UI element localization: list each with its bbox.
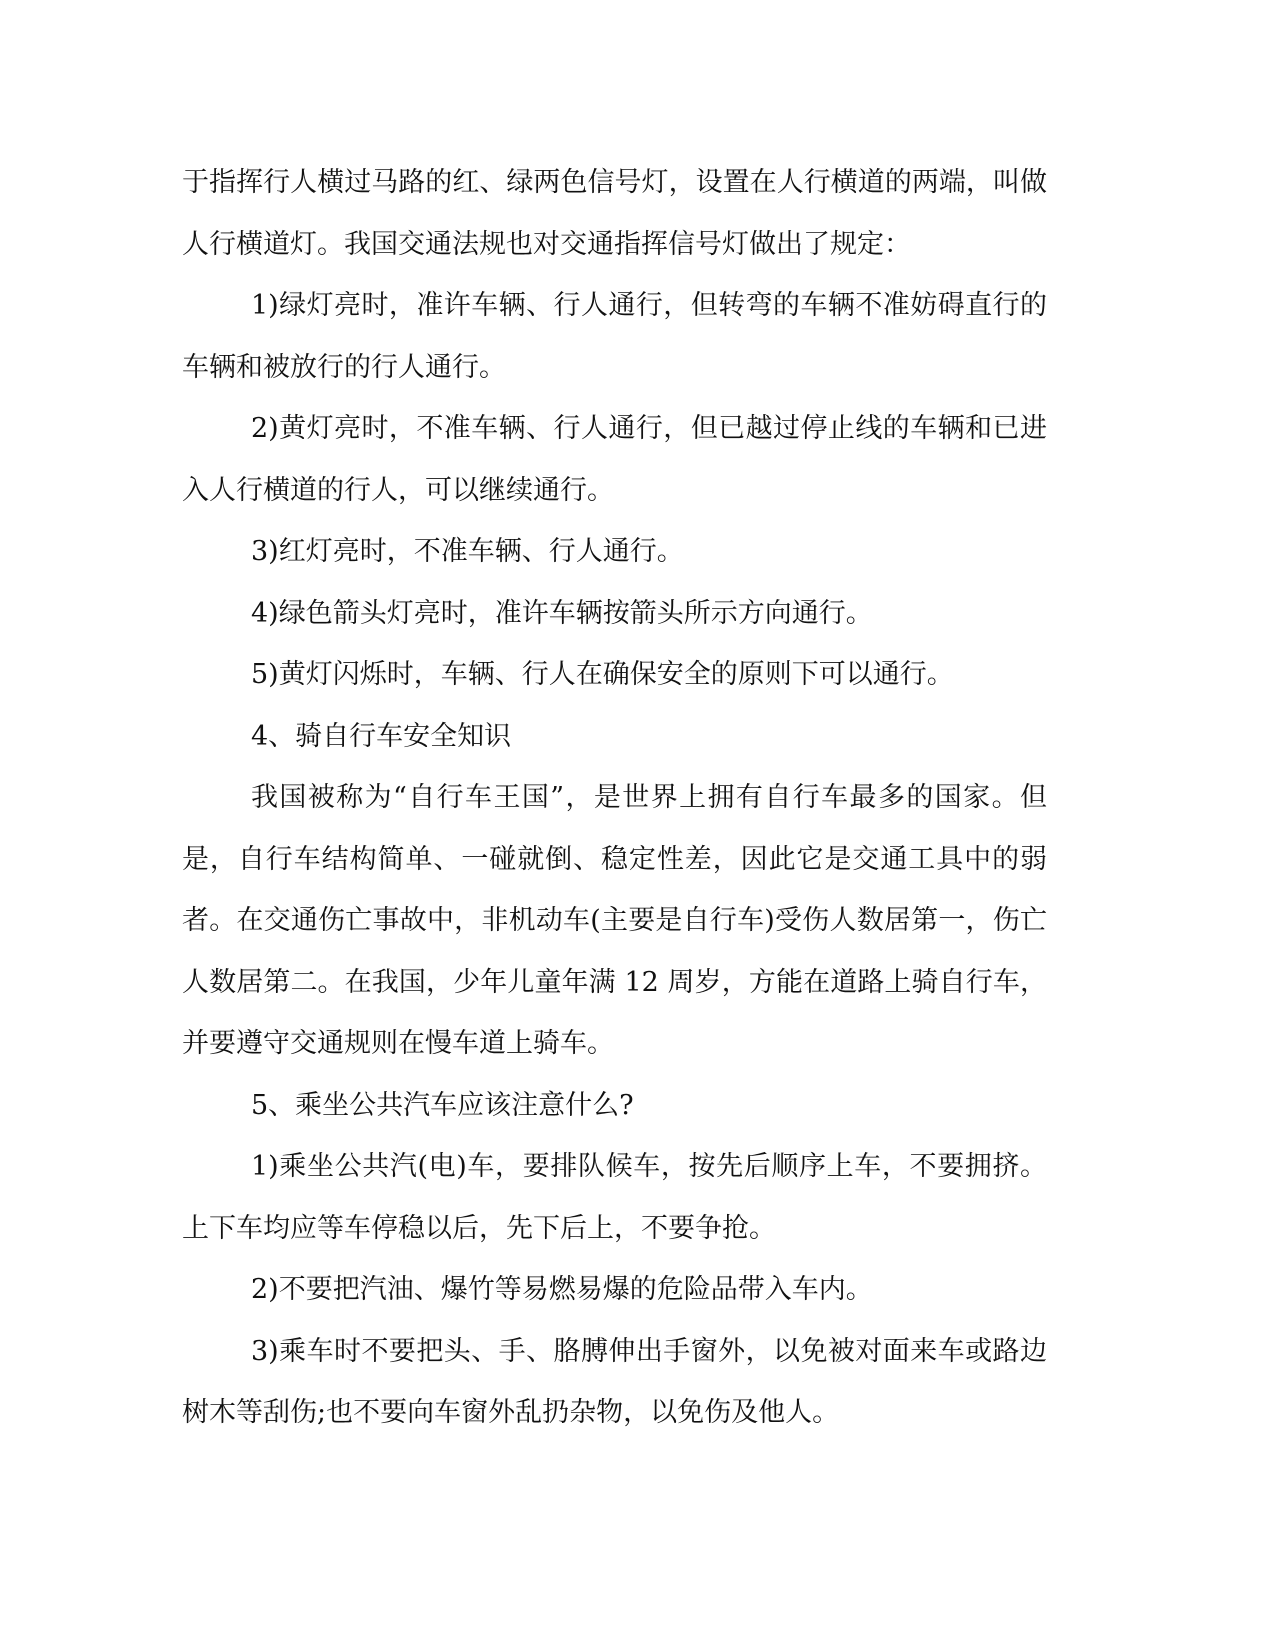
- paragraph-yellow-light-rule: 2)黄灯亮时，不准车辆、行人通行，但已越过停止线的车辆和已进入人行横道的行人，可以继续通行。: [182, 413, 1047, 506]
- paragraph-traffic-light-intro: 于指挥行人横过马路的红、绿两色信号灯，设置在人行横道的两端，叫做人行横道灯。我国交通法规也对交通指挥信号灯做出了规定：: [182, 167, 1047, 260]
- paragraph-bicycle-safety: 我国被称为“自行车王国”，是世界上拥有自行车最多的国家。但是，自行车结构简单、一碰就倒、稳定性差，因此它是交通工具中的弱者。在交通伤亡事故中，非机动车(主要是自行车)受伤人数居第一，伤亡人数居第二。在我国，少年儿童年满 12 周岁，方能在道路上骑自行车，并要遵守交通规则在慢车道上骑车。: [182, 782, 1047, 1059]
- paragraph-bus-queue-rule: 1)乘坐公共汽(电)车，要排队候车，按先后顺序上车，不要拥挤。上下车均应等车停稳以后，先下后上，不要争抢。: [182, 1151, 1047, 1244]
- paragraph-green-arrow-rule: 4)绿色箭头灯亮时，准许车辆按箭头所示方向通行。: [251, 597, 873, 629]
- paragraph-red-light-rule: 3)红灯亮时，不准车辆、行人通行。: [251, 536, 684, 567]
- document-body: [182, 152, 1047, 1444]
- paragraph-bus-window-rule: 3)乘车时不要把头、手、胳膊伸出手窗外，以免被对面来车或路边树木等刮伤;也不要向车窗外乱扔杂物，以免伤及他人。: [182, 1335, 1047, 1428]
- section-heading-bus-riding: 5、乘坐公共汽车应该注意什么?: [251, 1089, 634, 1121]
- paragraph-green-light-rule: 1)绿灯亮时，准许车辆、行人通行，但转弯的车辆不准妨碍直行的车辆和被放行的行人通行。: [182, 290, 1047, 383]
- paragraph-bus-dangerous-goods-rule: 2)不要把汽油、爆竹等易燃易爆的危险品带入车内。: [251, 1274, 873, 1305]
- section-heading-bicycle-safety: 4、骑自行车安全知识: [251, 720, 512, 752]
- paragraph-flashing-yellow-rule: 5)黄灯闪烁时，车辆、行人在确保安全的原则下可以通行。: [251, 659, 954, 690]
